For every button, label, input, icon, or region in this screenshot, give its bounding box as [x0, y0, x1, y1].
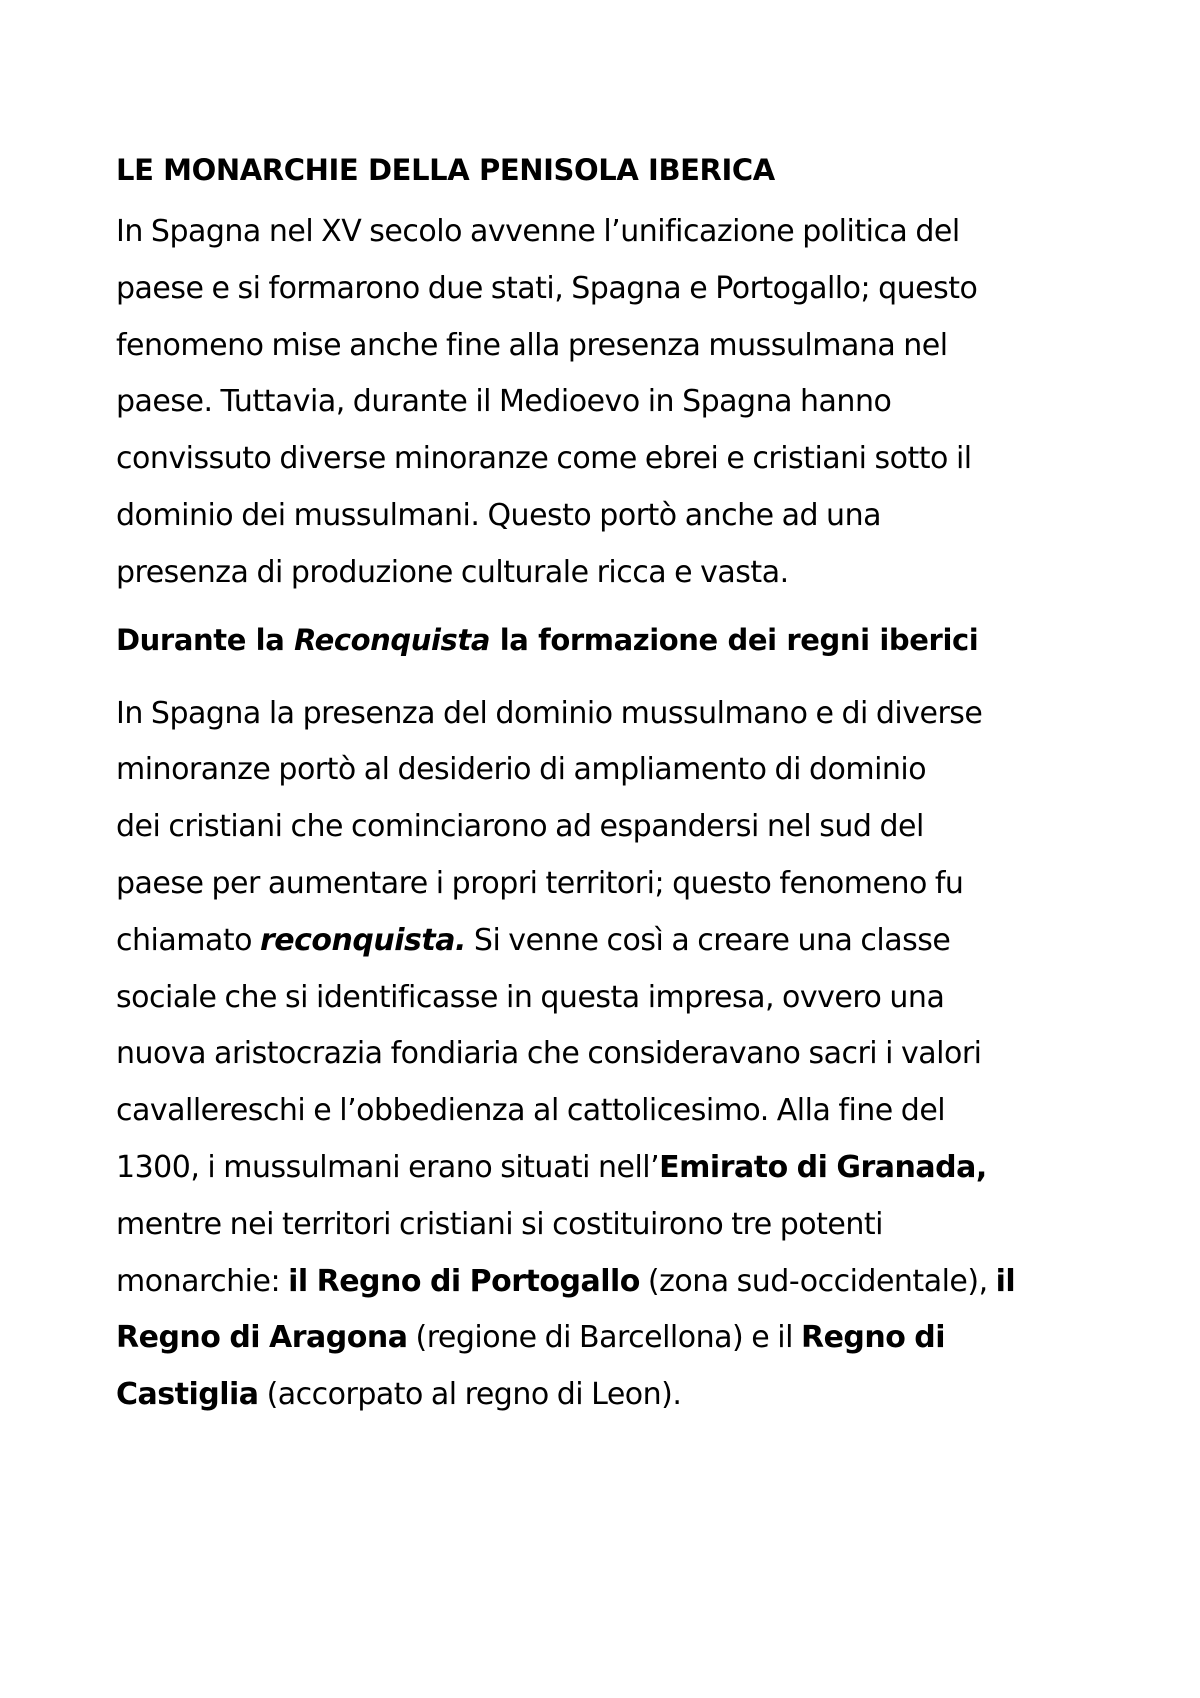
paragraph-line [116, 913, 1116, 970]
heading-prefix: Durante la [116, 622, 295, 657]
text-run: (regione di Barcellona) e il [407, 1320, 801, 1356]
paragraph-line: In Spagna la presenza del dominio mussulmano e di diverse [116, 695, 983, 731]
text-run: monarchie: [116, 1263, 289, 1299]
paragraph-line: paese e si formarono due stati, Spagna e Portogallo; questo [116, 270, 978, 306]
paragraph-line: dei cristiani che cominciarono ad espandersi nel sud del [116, 809, 924, 845]
paragraph-line: minoranze portò al desiderio di ampliamento di dominio [116, 752, 927, 788]
emphasis-reconquista: reconquista. [260, 922, 466, 958]
paragraph-line: In Spagna nel XV secolo avvenne l’unificazione politica del [116, 214, 960, 249]
text-run: 1300, i mussulmani erano situati nell’ [116, 1149, 660, 1185]
paragraph-line: paese. Tuttavia, durante il Medioevo in Spagna hanno [116, 384, 892, 420]
paragraph-line: paese per aumentare i propri territori; questo fenomeno fu [116, 865, 964, 901]
paragraph-line: cavallereschi e l’obbedienza al cattolicesimo. Alla fine del [116, 1093, 946, 1129]
text-run: chiamato [116, 922, 260, 958]
bold-text-run: il [995, 1263, 1016, 1299]
paragraph-line [116, 1310, 1116, 1367]
bold-text-run: Regno di [800, 1320, 946, 1356]
paragraph-line: sociale che si identificasse in questa impresa, ovvero una [116, 979, 945, 1015]
paragraph-intro [116, 204, 1116, 602]
bold-emirato: Emirato di Granada, [659, 1149, 987, 1185]
heading-suffix: la formazione dei regni iberici [490, 622, 979, 657]
paragraph-line: nuova aristocrazia fondiaria che consideravano sacri i valori [116, 1036, 982, 1072]
document-content [116, 146, 1116, 1438]
bold-regno-portogallo: il Regno di Portogallo [288, 1263, 640, 1299]
paragraph-line [116, 1367, 1116, 1424]
paragraph-line: presenza di produzione culturale ricca e vasta. [116, 554, 789, 590]
document-title: LE MONARCHIE DELLA PENISOLA IBERICA [116, 153, 775, 187]
paragraph-line: mentre nei territori cristiani si costituirono tre potenti [116, 1206, 883, 1242]
paragraph-line: dominio dei mussulmani. Questo portò anche ad una [116, 497, 881, 533]
bold-castiglia: Castiglia [116, 1377, 259, 1413]
text-run: (zona sud-occidentale), [639, 1263, 996, 1299]
bold-regno-aragona: Regno di Aragona [116, 1320, 408, 1356]
paragraph-line: convissuto diverse minoranze come ebrei e cristiani sotto il [116, 441, 972, 477]
paragraph-line: fenomeno mise anche fine alla presenza mussulmana nel [116, 327, 948, 363]
text-run: (accorpato al regno di Leon). [258, 1377, 682, 1413]
paragraph-reconquista [116, 686, 1116, 1424]
text-run: Si venne così a creare una classe [465, 922, 951, 958]
section-heading [116, 616, 1116, 664]
paragraph-line [116, 1254, 1116, 1311]
paragraph-line [116, 1140, 1116, 1197]
heading-italic-term: Reconquista [294, 622, 491, 657]
